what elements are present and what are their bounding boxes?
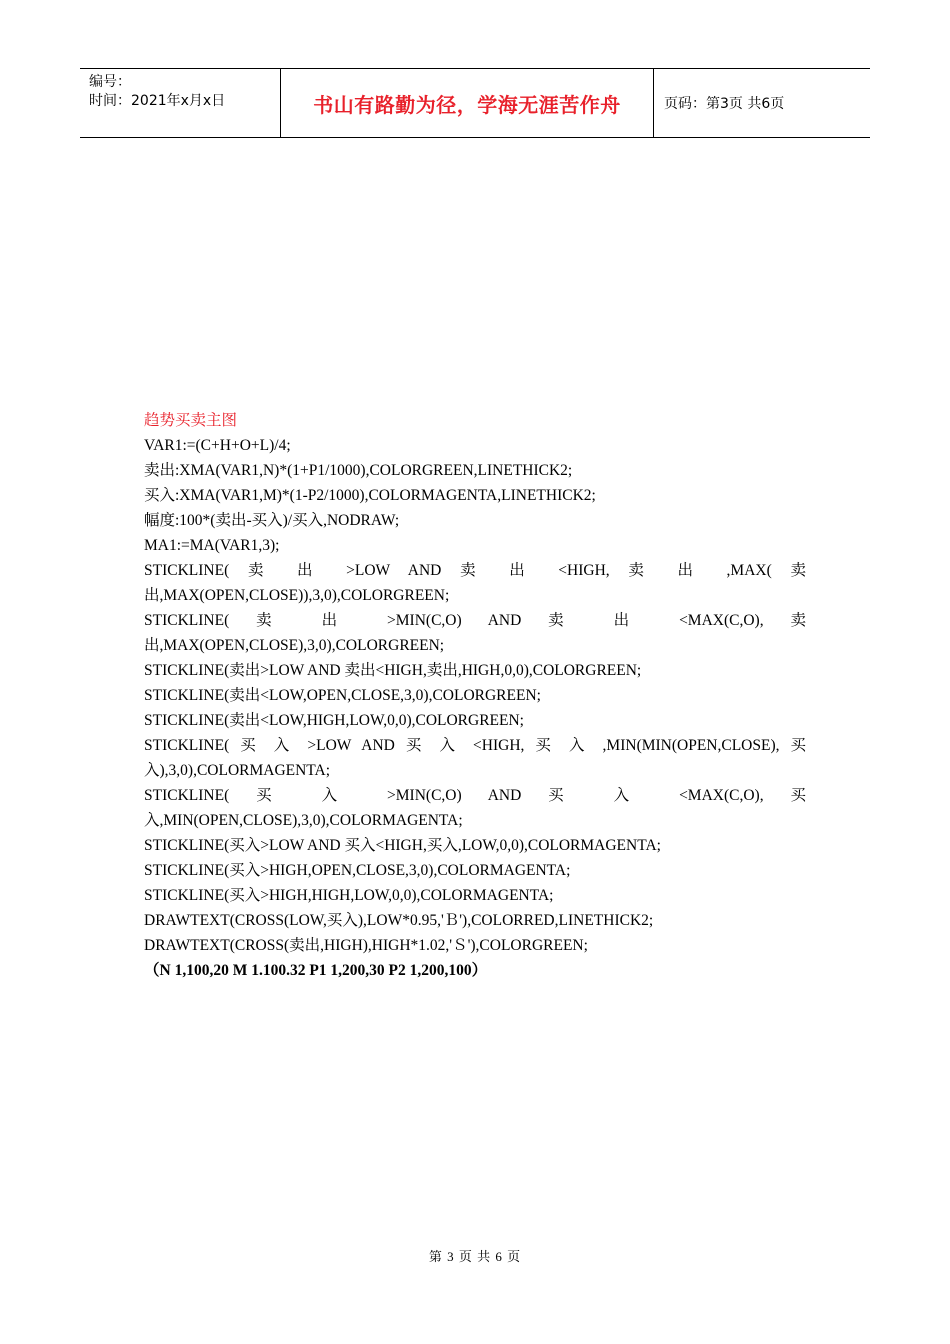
- header-table: [80, 68, 870, 138]
- code-line: STICKLINE(买入>HIGH,HIGH,LOW,0,0),COLORMAGENTA;: [144, 887, 554, 904]
- code-line: 幅度:100*(卖出-买入)/买入,NODRAW;: [144, 512, 400, 529]
- code-label: 编号：: [89, 74, 131, 90]
- page-footer: [0, 1246, 950, 1265]
- code-line: STICKLINE(卖出<LOW,OPEN,CLOSE,3,0),COLORGREEN;: [144, 687, 541, 704]
- code-line: STICKLINE( 买 入 >LOW AND 买 入 <HIGH, 买 入 ,MIN(MIN(OPEN,CLOSE), 买入),3,0),COLORMAGENTA;: [144, 737, 806, 779]
- code-line: MA1:=MA(VAR1,3);: [144, 537, 280, 554]
- code-line: STICKLINE( 买 入 >MIN(C,O) AND 买 入 <MAX(C,O), 买入,MIN(OPEN,CLOSE),3,0),COLORMAGENTA;: [144, 787, 806, 829]
- code-line: DRAWTEXT(CROSS(卖出,HIGH),HIGH*1.02,'Ｓ'),COLORGREEN;: [144, 937, 588, 954]
- header-right-cell: [654, 69, 870, 137]
- code-line: VAR1:=(C+H+O+L)/4;: [144, 437, 291, 454]
- time-label: 时间：2021年x月x日: [89, 93, 226, 109]
- code-line: 卖出:XMA(VAR1,N)*(1+P1/1000),COLORGREEN,LINETHICK2;: [144, 462, 573, 479]
- footer-page-number: 第 3 页 共 6 页: [428, 1249, 522, 1264]
- page-label: 页码：第3页 共6页: [664, 96, 785, 112]
- code-line: STICKLINE( 卖 出 >LOW AND 卖 出 <HIGH, 卖 出 ,MAX( 卖出,MAX(OPEN,CLOSE)),3,0),COLORGREEN;: [144, 562, 806, 604]
- code-line: STICKLINE(买入>HIGH,OPEN,CLOSE,3,0),COLORMAGENTA;: [144, 862, 571, 879]
- code-line: STICKLINE(买入>LOW AND 买入<HIGH,买入,LOW,0,0),COLORMAGENTA;: [144, 837, 661, 854]
- params-line: （N 1,100,20 M 1.100.32 P1 1,200,30 P2 1,200,100）: [144, 962, 488, 979]
- header-motto-cell: [281, 69, 654, 137]
- code-line: 买入:XMA(VAR1,M)*(1-P2/1000),COLORMAGENTA,LINETHICK2;: [144, 487, 596, 504]
- code-line: STICKLINE(卖出<LOW,HIGH,LOW,0,0),COLORGREEN;: [144, 712, 524, 729]
- code-line: DRAWTEXT(CROSS(LOW,买入),LOW*0.95,'Ｂ'),COLORRED,LINETHICK2;: [144, 912, 654, 929]
- header-left-cell: [80, 69, 281, 137]
- section-title: 趋势买卖主图: [144, 412, 238, 429]
- motto-text: 书山有路勤为径，学海无涯苦作舟: [313, 92, 621, 117]
- code-line: STICKLINE(卖出>LOW AND 卖出<HIGH,卖出,HIGH,0,0),COLORGREEN;: [144, 662, 642, 679]
- code-line: STICKLINE( 卖 出 >MIN(C,O) AND 卖 出 <MAX(C,O), 卖出,MAX(OPEN,CLOSE),3,0),COLORGREEN;: [144, 612, 806, 654]
- formula-content: [144, 408, 806, 983]
